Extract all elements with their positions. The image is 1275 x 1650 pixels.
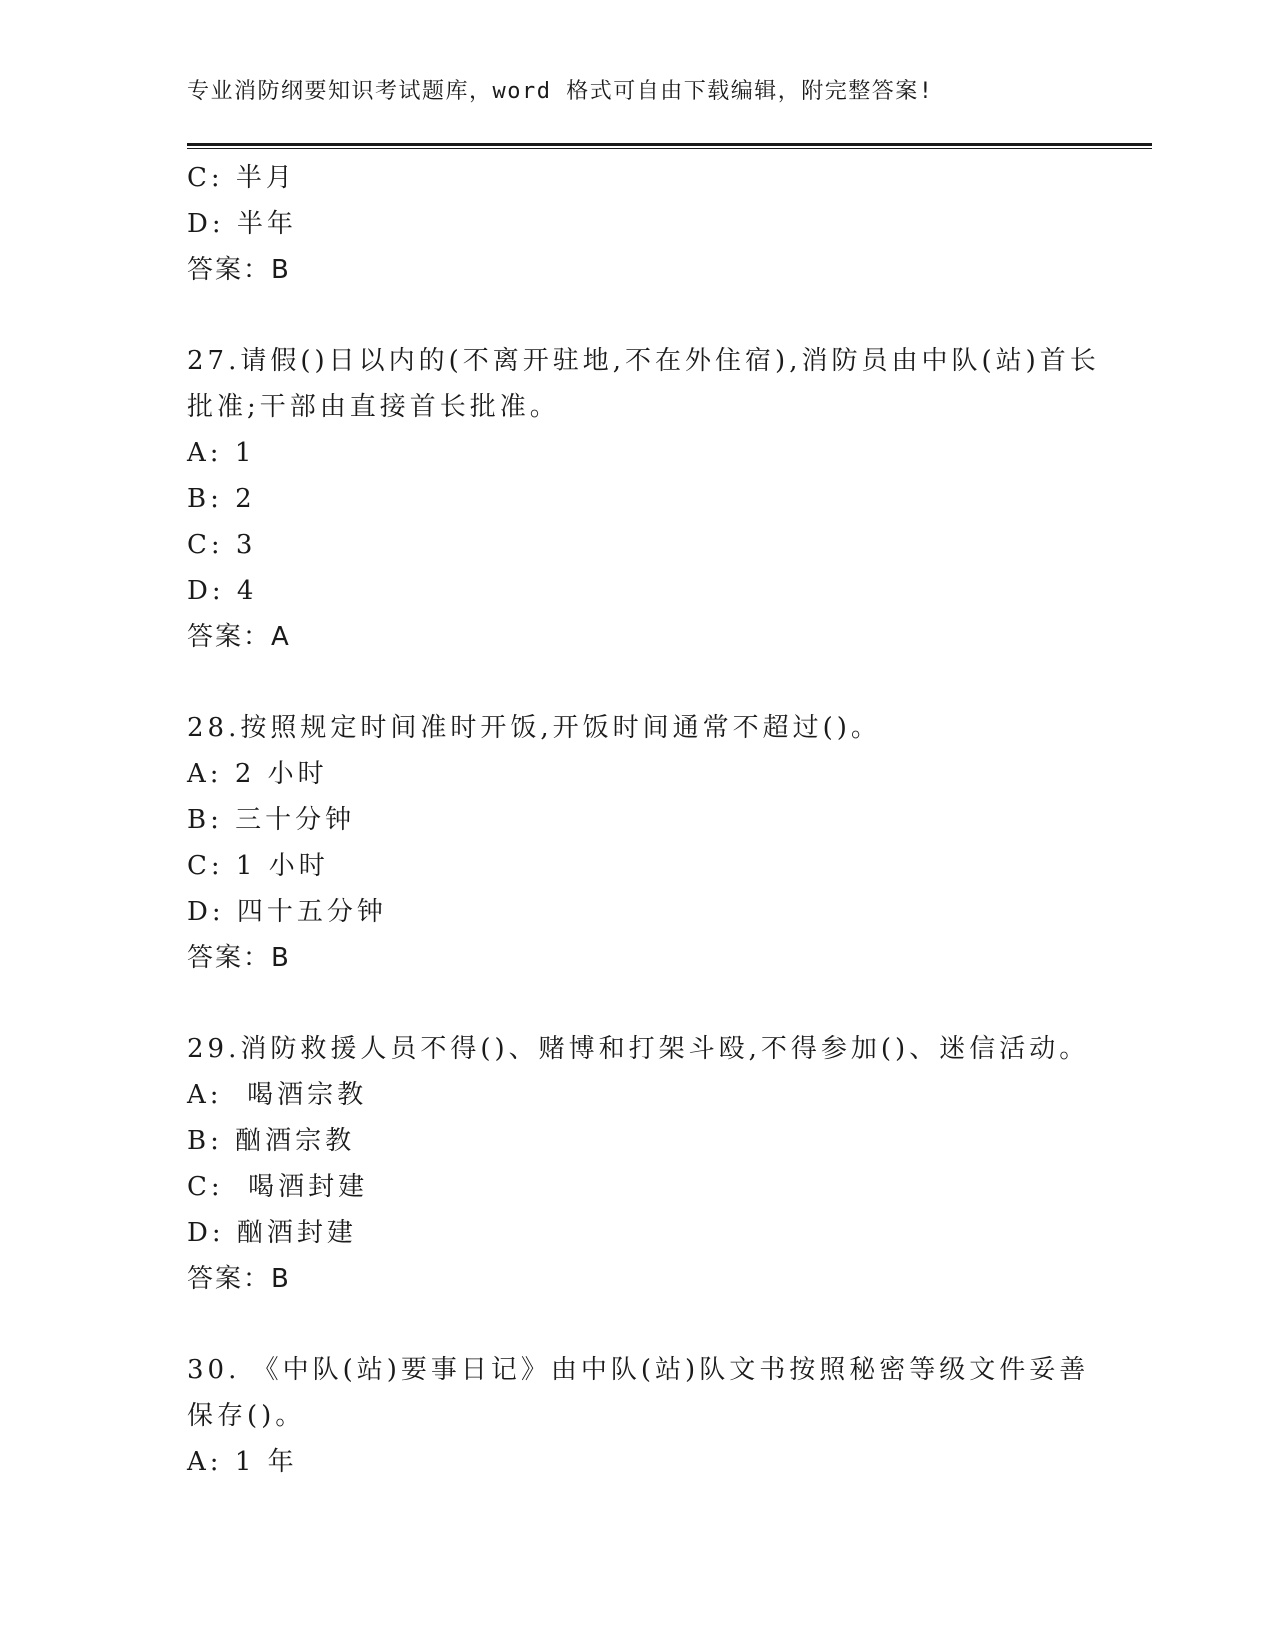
option-key: C:: [187, 1172, 224, 1202]
question-text: 28.按照规定时间准时开饭,开饭时间通常不超过()。: [187, 713, 881, 743]
question-text: 29.消防救援人员不得()、赌博和打架斗殴,不得参加()、迷信活动。: [187, 1034, 1090, 1064]
option-key: A:: [187, 1447, 223, 1477]
option-item: [187, 1210, 1087, 1256]
option-text: 2 小时: [234, 759, 328, 789]
option-text: 半年: [236, 209, 297, 239]
option-item: [187, 797, 1087, 843]
option-key: D:: [187, 897, 225, 927]
option-text: 酗酒封建: [236, 1218, 357, 1248]
option-text: 4: [236, 576, 258, 606]
question-block: [187, 705, 1087, 981]
option-key: B:: [187, 1126, 223, 1156]
option-key: C:: [187, 851, 224, 881]
option-key: D:: [187, 209, 225, 239]
option-item: [187, 843, 1087, 889]
option-item: [187, 889, 1087, 935]
option-key: A:: [187, 438, 223, 468]
option-text: 三十分钟: [235, 805, 356, 835]
page-header: 专业消防纲要知识考试题库，word 格式可自由下载编辑，附完整答案!: [187, 79, 934, 104]
question-block: [187, 1347, 1090, 1485]
question-text: 30. 《中队(站)要事日记》由中队(站)队文书按照秘密等级文件妥善: [187, 1355, 1090, 1385]
option-text: 酗酒宗教: [235, 1126, 356, 1156]
option-text: 3: [235, 530, 257, 560]
option-item: [187, 1118, 1087, 1164]
option-key: C:: [187, 163, 224, 193]
option-key: D:: [187, 576, 225, 606]
option-text: 1 年: [234, 1447, 298, 1477]
option-key: C:: [187, 530, 224, 560]
option-item: [187, 1164, 1087, 1210]
question-text: 保存()。: [187, 1401, 306, 1431]
option-key: B:: [187, 805, 223, 835]
option-key: A:: [187, 1080, 223, 1110]
option-item: [187, 155, 1087, 201]
question-text: 27.请假()日以内的(不离开驻地,不在外住宿),消防员由中队(站)首长: [187, 346, 1100, 376]
option-item: [187, 522, 1087, 568]
option-text: 1 小时: [235, 851, 329, 881]
option-text: 喝酒宗教: [234, 1080, 368, 1110]
option-key: D:: [187, 1218, 225, 1248]
option-text: 1: [234, 438, 256, 468]
option-text: 2: [235, 484, 256, 514]
option-item: [187, 751, 1087, 797]
option-text: 喝酒封建: [235, 1172, 369, 1202]
question-block: [187, 155, 1087, 293]
answer-line: 答案：A: [187, 622, 291, 652]
option-key: B:: [187, 484, 223, 514]
question-list: [187, 155, 1100, 1530]
option-text: 四十五分钟: [236, 897, 387, 927]
question-block: [187, 338, 1100, 660]
option-key: A:: [187, 759, 223, 789]
option-item: [187, 1072, 1087, 1118]
option-item: [187, 201, 1087, 247]
answer-line: 答案：B: [187, 255, 291, 285]
option-text: 半月: [235, 163, 296, 193]
option-item: [187, 568, 1087, 614]
option-item: [187, 476, 1087, 522]
answer-line: 答案：B: [187, 1264, 291, 1294]
question-text: 批准;干部由直接首长批准。: [187, 392, 560, 422]
answer-line: 答案：B: [187, 943, 291, 973]
option-item: [187, 430, 1087, 476]
question-block: [187, 1026, 1090, 1302]
option-item: [187, 1439, 1087, 1485]
header-divider: [187, 143, 1152, 149]
